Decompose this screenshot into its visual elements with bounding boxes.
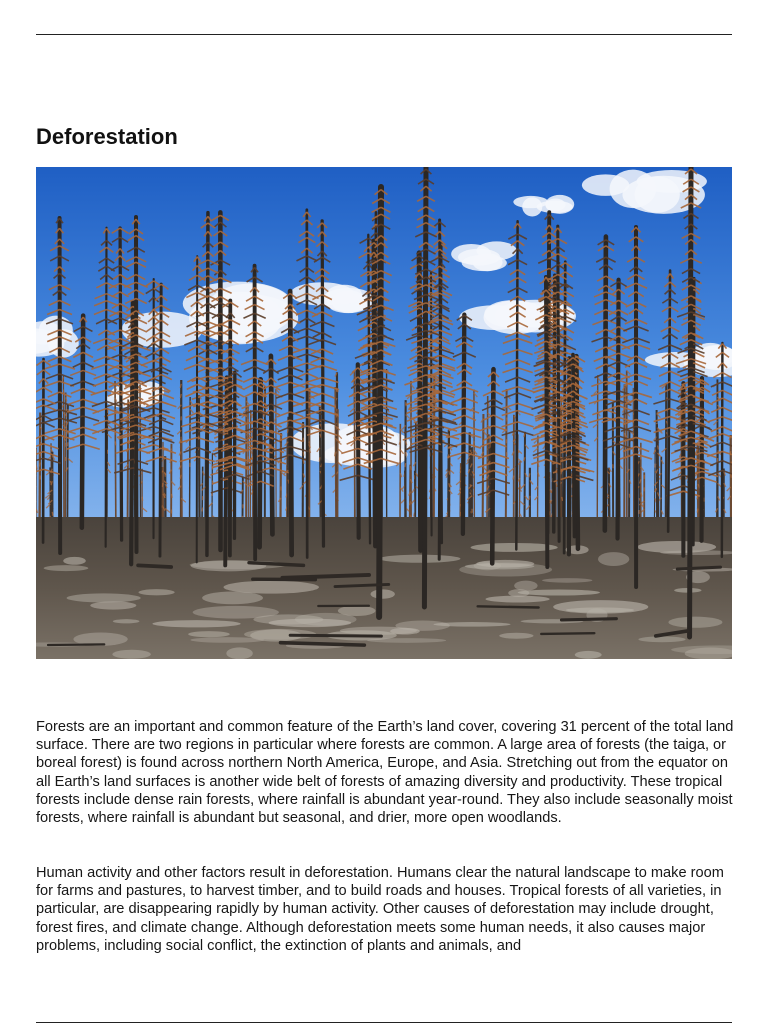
cloud-puff [451,244,491,264]
tree-trunk [492,369,493,563]
cloud-puff [484,300,540,328]
paragraph-1: Forests are an important and common feature of the Earth’s land cover, covering 31 percent of the total land surface. There are two regions in particular where forests are common. A large area of forests (the taiga, or boreal forest) is found across northern North America, Europe, and Asia. Stretching out from the equator on all Earth’s land surfaces is another wide belt of forests of amazing diversity and productivity. These tropical forests include dense rain forests, where rainfall is abundant year-round. They also include seasonally moist forests, where rainfall is abundant but seasonal, and drier, more open woodlands. [36,719,734,827]
far-branch [287,429,288,433]
top-rule [36,34,732,35]
tree-trunk [82,316,83,528]
far-branch [473,414,474,418]
cloud-puff [522,197,542,216]
paragraph-2: Human activity and other factors result in deforestation. Humans clear the natural landscape to make room for farms and pastures, to harvest timber, and to build roads and houses. Tropical forests of all varieties, in particular, are disappearing rapidly by human activity. Other causes of deforestation may include drought, forest fires, and climate change. Although deforestation meets some human needs, it also causes major problems, including social conflict, the extinction of plants and animals, and [36,865,724,954]
ash-patch [112,650,151,659]
tree-trunk [618,280,619,539]
ash-patch [90,601,136,609]
fallen-log [290,635,381,636]
far-branch [507,418,508,422]
far-branch [529,496,530,500]
far-branch [658,445,659,449]
ash-patch [269,619,352,627]
tree-trunk [605,237,606,531]
ash-patch [113,619,140,623]
fallen-log [561,619,616,620]
ash-patch [202,592,263,605]
fallen-log [677,567,720,569]
tree-trunk [207,213,208,556]
tree-trunk [358,364,359,538]
tree-trunk [546,277,547,567]
ash-patch [138,589,174,595]
tree-trunk [374,241,376,546]
ash-patch [338,606,376,616]
ash-patch [474,561,501,570]
far-branch [625,433,626,437]
ash-patch [514,581,537,591]
far-branch [538,463,539,467]
ash-patch [542,578,592,583]
ash-patch [485,596,549,603]
ash-patch [518,590,600,596]
ash-patch [190,637,264,643]
ash-patch [226,647,252,659]
ash-patch [371,589,395,598]
bottom-rule [36,1022,732,1023]
far-branch [319,457,320,461]
tree-trunk [463,315,464,534]
fallen-log [541,633,594,634]
far-branch [449,483,450,487]
tree-trunk [440,220,442,543]
tree-trunk [60,218,61,553]
ash-patch [152,620,240,627]
fallen-log [478,606,539,607]
ash-patch [44,565,89,571]
ash-patch [575,651,602,659]
far-branch [562,497,563,501]
far-branch [248,419,249,423]
far-branch [115,441,116,445]
far-branch [162,483,163,487]
far-branch [410,466,411,470]
ash-patch [63,557,86,565]
ash-patch [395,620,449,630]
ash-patch [67,593,141,602]
ash-patch [668,617,722,628]
tree-trunk [558,226,559,541]
page-title: Deforestation [36,124,178,149]
far-branch [655,498,656,502]
fallen-log [138,565,171,567]
tree-trunk [379,187,381,617]
ash-patch [459,563,552,577]
fallen-log [280,643,364,645]
far-branch [142,497,143,501]
tree-trunk [722,343,723,557]
ash-patch [188,631,230,637]
far-branch [405,463,406,467]
tree-trunk [290,291,292,555]
ash-patch [598,552,629,566]
fallen-log [48,644,104,645]
far-branch [39,463,40,467]
far-branch [303,452,304,456]
ash-patch [638,636,685,642]
far-branch [171,494,172,498]
far-branch [52,512,53,516]
far-branch [202,508,203,512]
far-branch [303,438,304,442]
far-branch [335,452,336,456]
ash-patch [471,543,558,552]
far-branch [414,513,415,517]
far-branch [697,509,698,513]
far-branch [288,480,289,484]
tree-trunk [255,266,256,560]
tree-trunk [690,167,691,637]
ash-patch [499,633,533,639]
burned-forest-photo [36,167,732,659]
ash-patch [379,555,460,563]
far-branch [449,471,450,475]
